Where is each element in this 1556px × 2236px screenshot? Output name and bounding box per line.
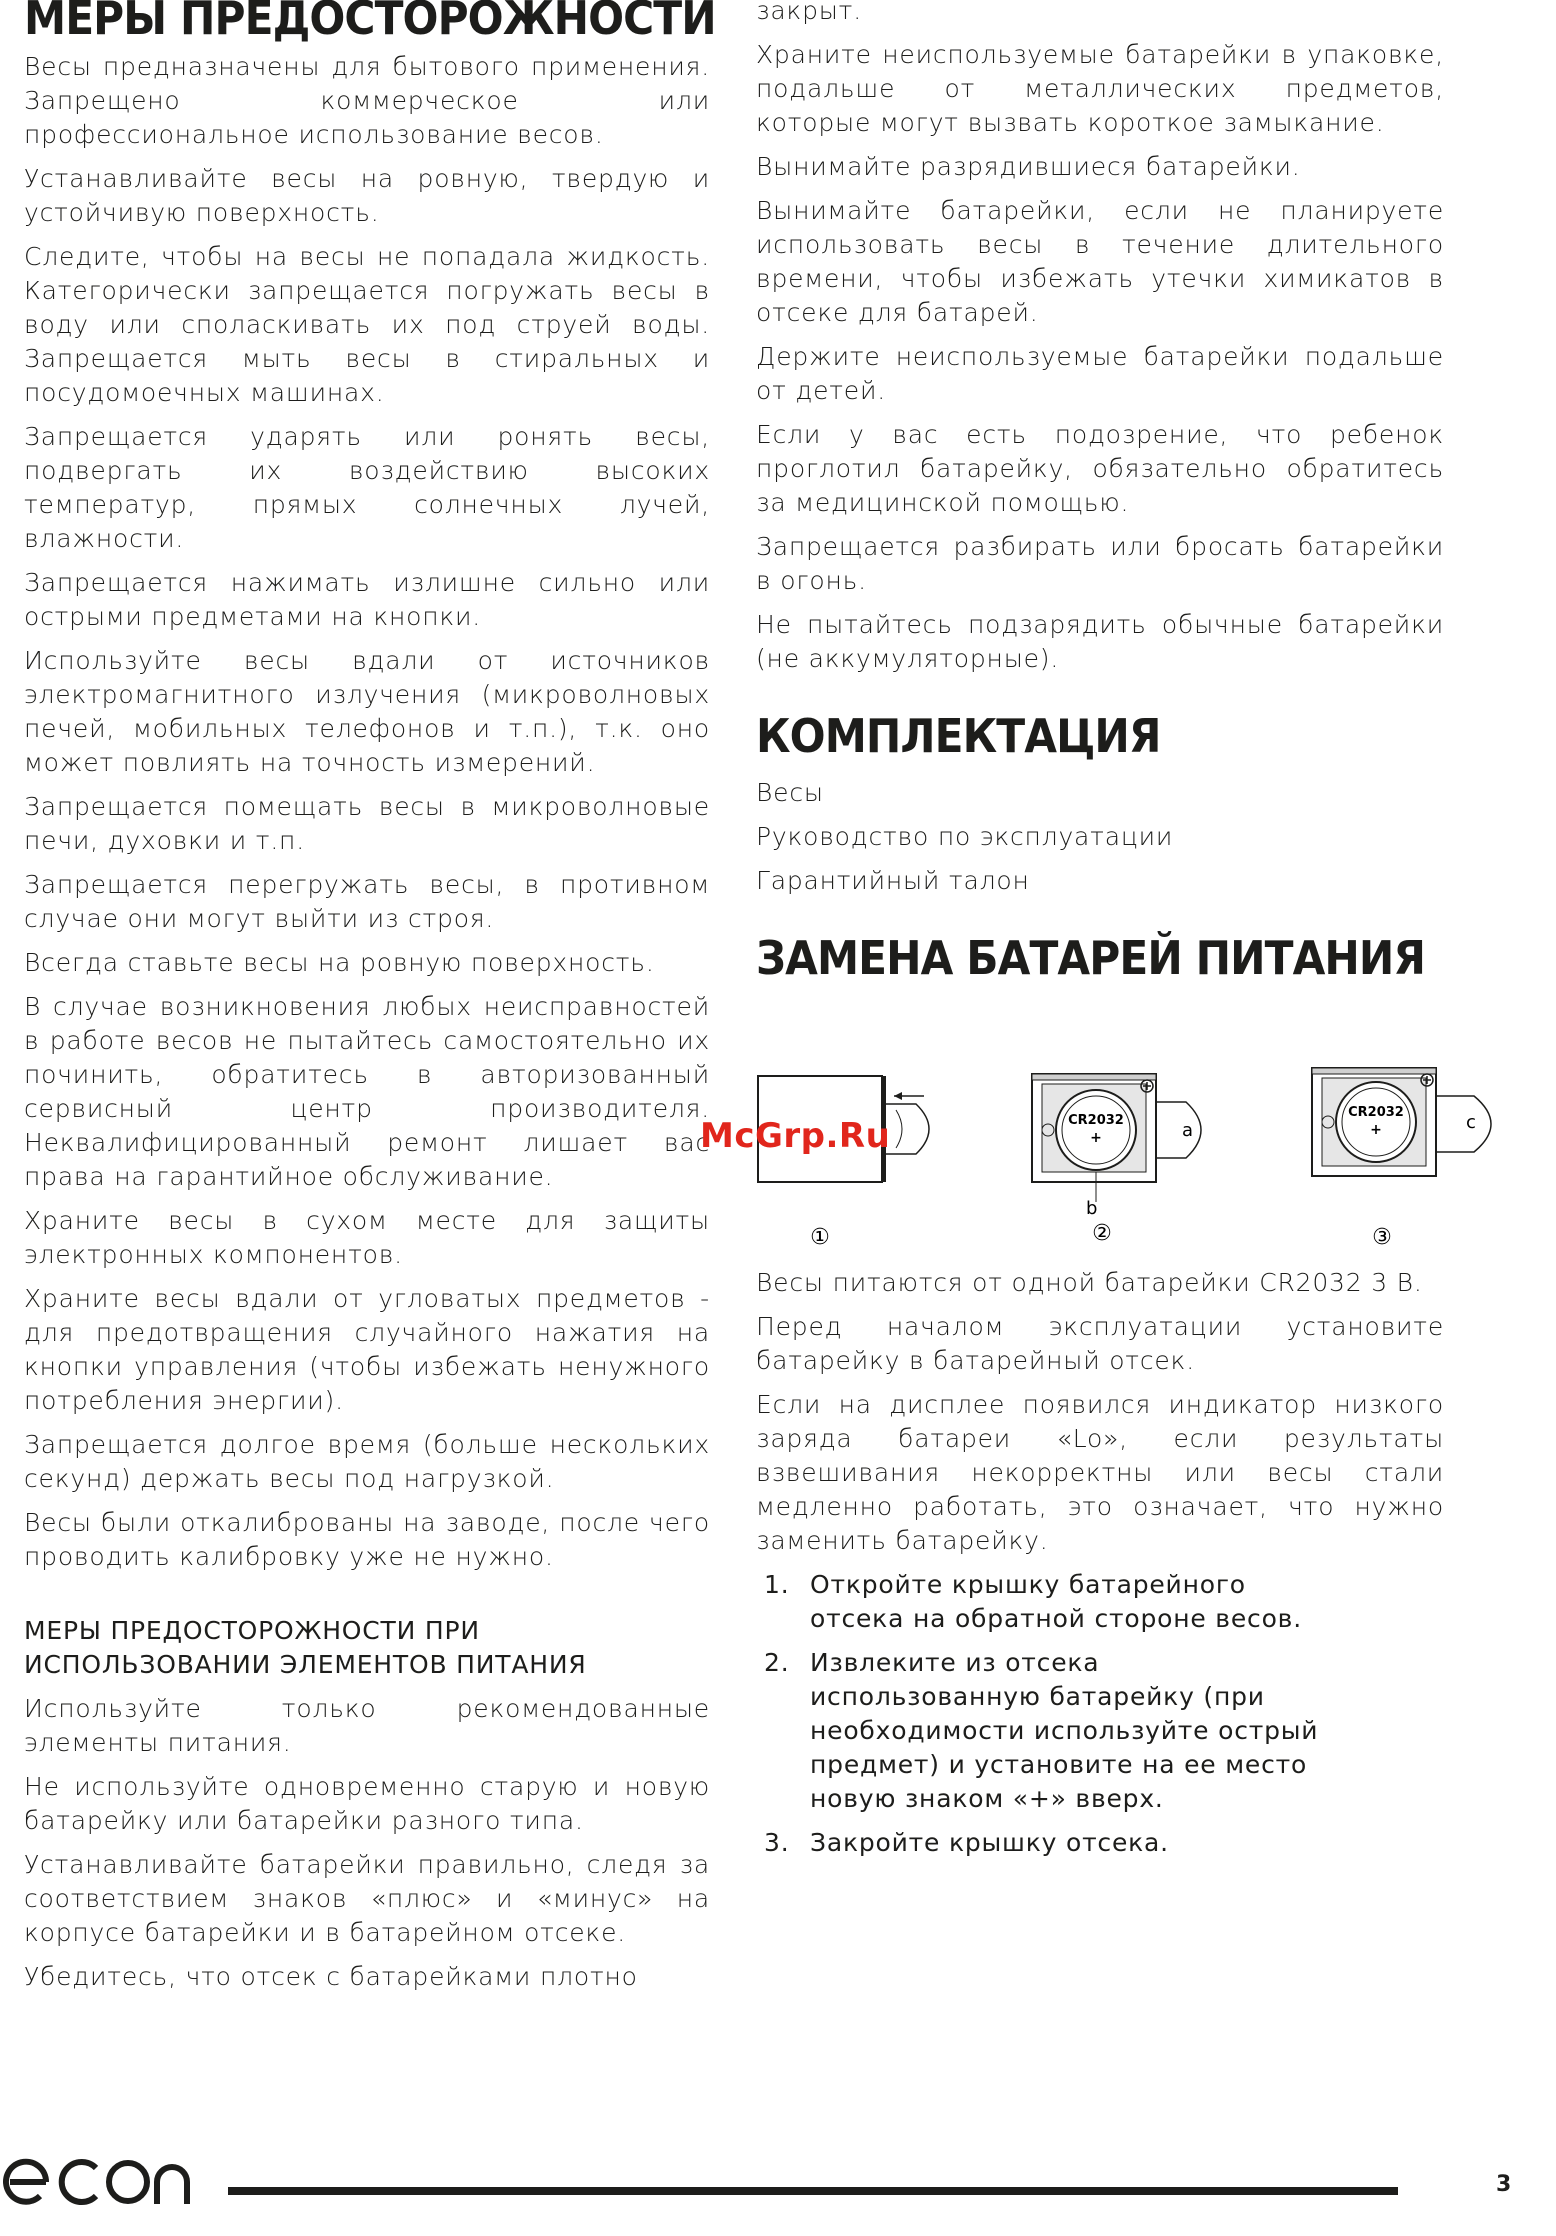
kit-item: Гарантийный талон	[756, 866, 1030, 895]
step-text: Извлеките из отсека использованную батарейку (при необходимости используйте острый предмет) и установите на ее место новую знаком «+» вверх.	[810, 1648, 1319, 1813]
battery-plus: +	[1370, 1122, 1382, 1138]
footer-divider	[228, 2187, 1398, 2195]
paragraph: Храните весы вдали от угловатых предметов - для предотвращения случайного нажатия на кнопки управления (чтобы избежать ненужного потребления энергии).	[24, 1284, 710, 1415]
paragraph: Весы были откалиброваны на заводе, после чего проводить калибровку уже не нужно.	[24, 1508, 710, 1571]
paragraph: Весы питаются от одной батарейки CR2032 3 В.	[756, 1268, 1423, 1297]
list-item	[756, 1568, 1444, 1636]
paragraph: В случае возникновения любых неисправностей в работе весов не пытайтесь самостоятельно их починить, обратитесь в авторизованный сервисный центр производителя. Неквалифицированный ремонт лишает вас права на гарантийное обслуживание.	[24, 992, 710, 1191]
list-item	[756, 1826, 1444, 1860]
paragraph: Следите, чтобы на весы не попадала жидкость. Категорически запрещается погружать весы в воду или споласкивать их под струей воды. Запрещается мыть весы в стиральных и посудомоечных машинах.	[24, 242, 710, 407]
step-number: 1.	[764, 1570, 790, 1599]
paragraph: Запрещается разбирать или бросать батарейки в огонь.	[756, 532, 1444, 595]
kit-item: Весы	[756, 778, 824, 807]
paragraph: Запрещается помещать весы в микроволновые печи, духовки и т.п.	[24, 792, 710, 855]
paragraph: Не используйте одновременно старую и новую батарейку или батарейки разного типа.	[24, 1772, 710, 1835]
paragraph: Запрещается нажимать излишне сильно или острыми предметами на кнопки.	[24, 568, 710, 631]
step-text: Откройте крышку батарейного отсека на обратной стороне весов.	[810, 1570, 1302, 1633]
paragraph: Держите неиспользуемые батарейки подальше от детей.	[756, 342, 1444, 405]
paragraph: Если у вас есть подозрение, что ребенок проглотил батарейку, обязательно обратитесь за медицинской помощью.	[756, 420, 1444, 517]
label-b: b	[1086, 1198, 1098, 1219]
figure-step-2	[1032, 1074, 1201, 1219]
paragraph: Устанавливайте батарейки правильно, следя за соответствием знаков «плюс» и «минус» на корпусе батарейки и в батарейном отсеке.	[24, 1850, 710, 1947]
paragraph: Вынимайте разрядившиеся батарейки.	[756, 152, 1301, 181]
paragraph: Вынимайте батарейки, если не планируете использовать весы в течение длительного времени, чтобы избежать утечки химикатов в отсеке для батарей.	[756, 196, 1444, 327]
step-text: Закройте крышку отсека.	[810, 1828, 1169, 1857]
paragraph: Не пытайтесь подзарядить обычные батарейки (не аккумуляторные).	[756, 610, 1444, 673]
section-title-precautions: МЕРЫ ПРЕДОСТОРОЖНОСТИ	[24, 0, 716, 45]
battery-instructions	[756, 1266, 1444, 1870]
step-mark-2: ②	[1092, 1221, 1112, 1246]
paragraph: закрыт.	[756, 0, 862, 25]
steps-list	[756, 1568, 1444, 1860]
watermark: McGrp.Ru	[700, 1116, 891, 1156]
paragraph: Устанавливайте весы на ровную, твердую и устойчивую поверхность.	[24, 164, 710, 227]
battery-plus: +	[1090, 1130, 1102, 1146]
paragraph: Запрещается ударять или ронять весы, подвергать их воздействию высоких температур, прямых солнечных лучей, влажности.	[24, 422, 710, 553]
paragraph: Если на дисплее появился индикатор низкого заряда батареи «Lo», если результаты взвешивания некорректны или весы стали медленно работать, это означает, что нужно заменить батарейку.	[756, 1390, 1444, 1555]
battery-label: CR2032	[1348, 1105, 1404, 1120]
left-column	[24, 0, 716, 2004]
precautions-list	[24, 50, 710, 1574]
battery-precautions-subtitle: МЕРЫ ПРЕДОСТОРОЖНОСТИ ПРИ ИСПОЛЬЗОВАНИИ ЭЛЕМЕНТОВ ПИТАНИЯ	[24, 1616, 587, 1679]
battery-label: CR2032	[1068, 1113, 1124, 1128]
paragraph: Храните весы в сухом месте для защиты электронных компонентов.	[24, 1206, 710, 1269]
paragraph: Весы предназначены для бытового применения. Запрещено коммерческое или профессиональное использование весов.	[24, 52, 710, 149]
paragraph: Всегда ставьте весы на ровную поверхность.	[24, 948, 655, 977]
kit-item: Руководство по эксплуатации	[756, 822, 1174, 851]
paragraph: Убедитесь, что отсек с батарейками плотно	[24, 1962, 638, 1991]
right-column	[756, 0, 1444, 984]
section-title-kit: КОМПЛЕКТАЦИЯ	[756, 709, 1161, 763]
step-number: 3.	[764, 1828, 790, 1857]
figure-step-3	[1312, 1068, 1491, 1176]
paragraph: Используйте весы вдали от источников электромагнитного излучения (микроволновых печей, мобильных телефонов и т.п.), т.к. оно может повлиять на точность измерений.	[24, 646, 710, 777]
battery-replacement-figure	[756, 1064, 1556, 1254]
page-number: 3	[1496, 2172, 1512, 2197]
label-a: a	[1182, 1120, 1194, 1141]
step-mark-1: ①	[810, 1225, 830, 1250]
paragraph: Храните неиспользуемые батарейки в упаковке, подальше от металлических предметов, которые могут вызвать короткое замыкание.	[756, 40, 1444, 137]
section-title-battery-replacement: ЗАМЕНА БАТАРЕЙ ПИТАНИЯ	[756, 931, 1426, 985]
step-mark-3: ③	[1372, 1225, 1392, 1250]
paragraph: Запрещается долгое время (больше нескольких секунд) держать весы под нагрузкой.	[24, 1430, 710, 1493]
label-c: c	[1466, 1112, 1476, 1133]
paragraph: Перед началом эксплуатации установите батарейку в батарейный отсек.	[756, 1312, 1444, 1375]
step-number: 2.	[764, 1648, 790, 1677]
paragraph: Используйте только рекомендованные элементы питания.	[24, 1694, 710, 1757]
list-item	[756, 1646, 1444, 1816]
econ-logo	[0, 2152, 190, 2212]
paragraph: Запрещается перегружать весы, в противном случае они могут выйти из строя.	[24, 870, 710, 933]
